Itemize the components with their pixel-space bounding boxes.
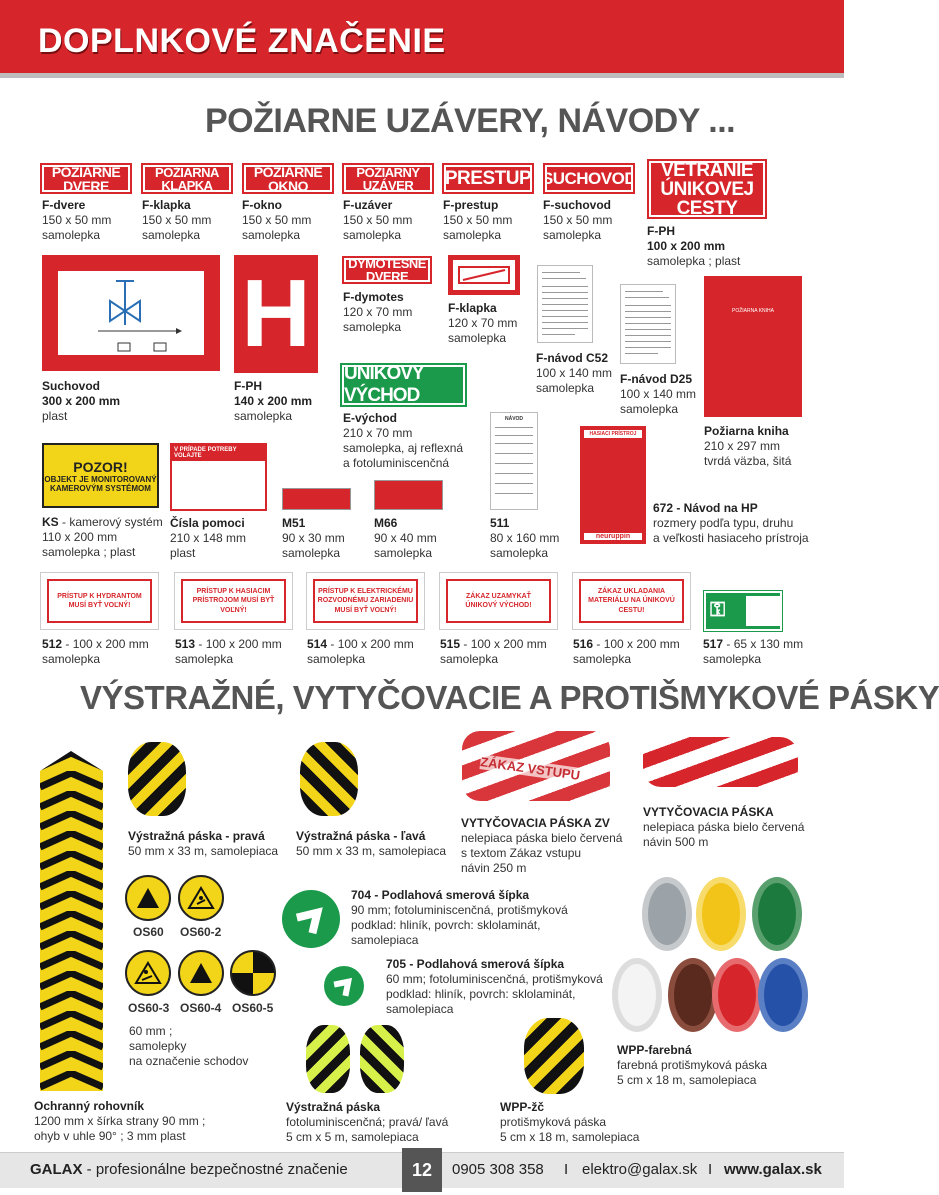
label-672: 672 - Návod na HP rozmery podľa typu, druhu a veľkosti hasiaceho prístroja (653, 501, 809, 545)
sign-vetranie (649, 161, 765, 217)
label-suchovod: Suchovod 300 x 200 mm plast (42, 379, 121, 423)
tape-prava-image (128, 742, 186, 816)
footer-sep-1: I (564, 1161, 569, 1178)
tape-wpp-zc (524, 1018, 584, 1094)
wpp-blue (758, 958, 808, 1032)
pozarna-kniha-cover (704, 276, 802, 417)
label-wpp: WPP-farebná farebná protišmyková páska 5 cm x 18 m, samolepiaca (617, 1043, 768, 1087)
os60-2-icon (178, 875, 224, 921)
label-f-prestup: F-prestup 150 x 50 mm samolepka (443, 198, 513, 242)
label-pozarna-kniha: Požiarna kniha 210 x 297 mm tvrdá väzba, šitá (704, 424, 792, 468)
label-f-dvere: F-dvere 150 x 50 mm samolepka (42, 198, 112, 242)
label-f-klapka: F-klapka 150 x 50 mm samolepka (142, 198, 212, 242)
label-f-dymotes: F-dymotes 120 x 70 mm samolepka (343, 290, 413, 334)
wpp-green (752, 877, 802, 951)
sign-517 (704, 591, 782, 631)
label-wpp-zc: WPP-žč protišmyková páska 5 cm x 18 m, samolepiaca (500, 1100, 640, 1144)
header-title: DOPLNKOVÉ ZNAČENIE (38, 22, 446, 60)
label-e-vychod: E-východ 210 x 70 mm samolepka, aj reflexná a fotoluminiscenčná (343, 411, 464, 470)
doc-navod-c52 (537, 265, 593, 343)
rohovnik-graphic (40, 751, 103, 1091)
os60-icon (125, 875, 171, 921)
sign-hydrant-h: H (234, 255, 318, 373)
sign-suchovod-large (42, 255, 220, 371)
sign-cisla-pomoci (170, 443, 267, 511)
key-icon: ⚿ (710, 599, 726, 621)
label-f-navod-d25: F-návod D25 100 x 140 mm samolepka (620, 372, 697, 416)
label-tape-vp: VYTYČOVACIA PÁSKA nelepiaca páska bielo červená návin 500 m (643, 805, 805, 849)
label-515: 515 - 100 x 200 mm samolepka (440, 637, 547, 666)
sign-512: PRÍSTUP K HYDRANTOM MUSÍ BYŤ VOĽNÝ! (40, 572, 159, 630)
os60-5-icon (230, 950, 276, 996)
label-tape-prava: Výstražná páska - pravá 50 mm x 33 m, samolepiaca (128, 829, 279, 858)
cisla-header: V PRÍPADE POTREBY VOLAJTE (172, 445, 265, 461)
ochranny-rohovnik (40, 751, 103, 1091)
section-title-fire: POŽIARNE UZÁVERY, NÁVODY ... (205, 102, 736, 140)
sign-pozarne-okno: POŽIARNE OKNO (244, 165, 332, 192)
page-header (0, 0, 844, 78)
damper-icon (453, 260, 515, 290)
sign-514: PRÍSTUP K ELEKTRICKÉMU ROZVODNÉMU ZARIADENIU MUSÍ BYŤ VOĽNÝ! (306, 572, 425, 630)
wpp-yellow (696, 877, 746, 951)
wpp-brown (668, 958, 718, 1032)
label-tape-zv: VYTYČOVACIA PÁSKA ZV nelepiaca páska bielo červená s textom Zákaz vstupu návin 250 m (461, 816, 623, 875)
sign-516: ZÁKAZ UKLADANIA MATERIÁLU NA ÚNIKOVÚ CESTU! (572, 572, 691, 630)
neuruppin-logo: neuruppin (584, 533, 642, 540)
doc-672-navod-hp (580, 426, 646, 544)
doc-511 (490, 412, 538, 510)
sign-unikovy-vychod: ÚNIKOVÝ VÝCHOD (342, 365, 465, 405)
sign-suchovod: SUCHOVOD (545, 165, 633, 192)
label-705: 705 - Podlahová smerová šípka 60 mm; fotoluminiscenčná, protišmyková podklad: hliník, povrch: sklolaminát, samolepiaca (386, 957, 603, 1016)
sign-pozarne-dvere: POŽIARNE DVERE (42, 165, 130, 192)
valve-icon (58, 271, 204, 355)
tape-foto-1 (306, 1025, 350, 1093)
footer-brand-line (30, 1161, 348, 1178)
label-rohovnik: Ochranný rohovník 1200 mm x šírka strany 90 mm ; ohyb v uhle 90° ; 3 mm plast (34, 1099, 206, 1143)
os60-4-icon (178, 950, 224, 996)
footer-web[interactable]: www.galax.sk (724, 1161, 822, 1178)
label-f-klapka-2: F-klapka 120 x 70 mm samolepka (448, 301, 518, 345)
label-ks: KS - kamerový systém 110 x 200 mm samolepka ; plast (42, 515, 163, 559)
sign-vetranie-line1: VETRANIE (660, 159, 754, 181)
tape-vp-image (643, 737, 798, 787)
tape-foto-2 (360, 1025, 404, 1093)
sign-klapka-small (448, 255, 520, 295)
label-704: 704 - Podlahová smerová šípka 90 mm; fotoluminiscenčná, protišmyková podklad: hliník, povrch: sklolaminát, samolepiaca (351, 888, 568, 947)
sign-m66 (374, 480, 443, 510)
label-os60: OS60 (133, 925, 164, 939)
sign-515: ZÁKAZ UZAMYKAŤ ÚNIKOVÝ VÝCHOD! (439, 572, 558, 630)
os60-3-icon (125, 950, 171, 996)
wpp-gray (642, 877, 692, 951)
doc-511-title: NÁVOD (504, 416, 524, 422)
label-os-desc: 60 mm ; samolepky na označenie schodov (129, 1024, 249, 1068)
footer-email[interactable]: elektro@galax.sk (582, 1161, 698, 1178)
label-511: 511 80 x 160 mm samolepka (490, 516, 560, 560)
sign-kamerovy-system (42, 443, 159, 508)
label-f-okno: F-okno 150 x 50 mm samolepka (242, 198, 312, 242)
label-os60-3: OS60-3 (128, 1001, 170, 1015)
tape-zv-image (462, 731, 610, 801)
label-os60-2: OS60-2 (180, 925, 222, 939)
footer-brand: GALAX (30, 1161, 83, 1178)
kniha-cover-title: POŽIARNA KNIHA (732, 308, 774, 314)
ks-pozor: POZOR! (73, 458, 128, 475)
suchovod-diagram (58, 271, 204, 355)
label-os60-4: OS60-4 (180, 1001, 222, 1015)
label-os60-5: OS60-5 (232, 1001, 274, 1015)
label-m51: M51 90 x 30 mm samolepka (282, 516, 345, 560)
label-f-navod-c52: F-návod C52 100 x 140 mm samolepka (536, 351, 613, 395)
sign-pozarny-uzaver: POŽIARNY UZÁVER (344, 165, 432, 192)
label-f-uzaver: F-uzáver 150 x 50 mm samolepka (343, 198, 413, 242)
sign-pozarna-klapka: POŽIARNA KLAPKA (143, 165, 231, 192)
wpp-red (712, 958, 762, 1032)
sign-m51 (282, 488, 351, 510)
wpp-white (612, 958, 662, 1032)
label-512: 512 - 100 x 200 mm samolepka (42, 637, 149, 666)
label-tape-lava: Výstražná páska - ľavá 50 mm x 33 m, samolepiaca (296, 829, 447, 858)
arrow-704-icon (282, 890, 340, 948)
footer-phone: 0905 308 358 (452, 1161, 544, 1178)
sign-dymotesne-dvere: DYMOTESNÉ DVERE (344, 258, 430, 282)
sign-513: PRÍSTUP K HASIACIM PRÍSTROJOM MUSÍ BYŤ VOĽNÝ! (174, 572, 293, 630)
sign-vetranie-line2: ÚNIKOVEJ CESTY (660, 178, 754, 219)
ks-line3: KAMEROVÝM SYSTÉMOM (50, 483, 151, 493)
ks-line2: OBJEKT JE MONITOROVANÝ (44, 474, 157, 484)
section-title-tapes: VÝSTRAŽNÉ, VYTYČOVACIE A PROTIŠMYKOVÉ PÁSKY (80, 679, 939, 716)
tape-zv-text: ZÁKAZ VSTUPU (479, 754, 581, 783)
arrow-705-icon (324, 966, 364, 1006)
label-514: 514 - 100 x 200 mm samolepka (307, 637, 414, 666)
hp-header: HASIACI PRÍSTROJ (584, 430, 642, 438)
label-f-ph-2: F-PH 140 x 200 mm samolepka (234, 379, 313, 423)
label-tape-foto: Výstražná páska fotoluminiscenčná; pravá/ ľavá 5 cm x 5 m, samolepiaca (286, 1100, 449, 1144)
label-517: 517 - 65 x 130 mm samolepka (703, 637, 804, 666)
label-f-ph-1: F-PH 100 x 200 mm samolepka ; plast (647, 224, 741, 268)
page-number: 12 (402, 1148, 442, 1192)
label-516: 516 - 100 x 200 mm samolepka (573, 637, 680, 666)
label-m66: M66 90 x 40 mm samolepka (374, 516, 437, 560)
sign-prestup: PRESTUP (444, 165, 532, 192)
label-513: 513 - 100 x 200 mm samolepka (175, 637, 282, 666)
doc-navod-d25 (620, 284, 676, 364)
label-cisla-pomoci: Čísla pomoci 210 x 148 mm plast (170, 516, 247, 560)
footer-tagline: - profesionálne bezpečnostné značenie (82, 1161, 348, 1178)
label-f-suchovod: F-suchovod 150 x 50 mm samolepka (543, 198, 613, 242)
tape-lava-image (300, 742, 358, 816)
footer-sep-2: I (708, 1161, 713, 1178)
